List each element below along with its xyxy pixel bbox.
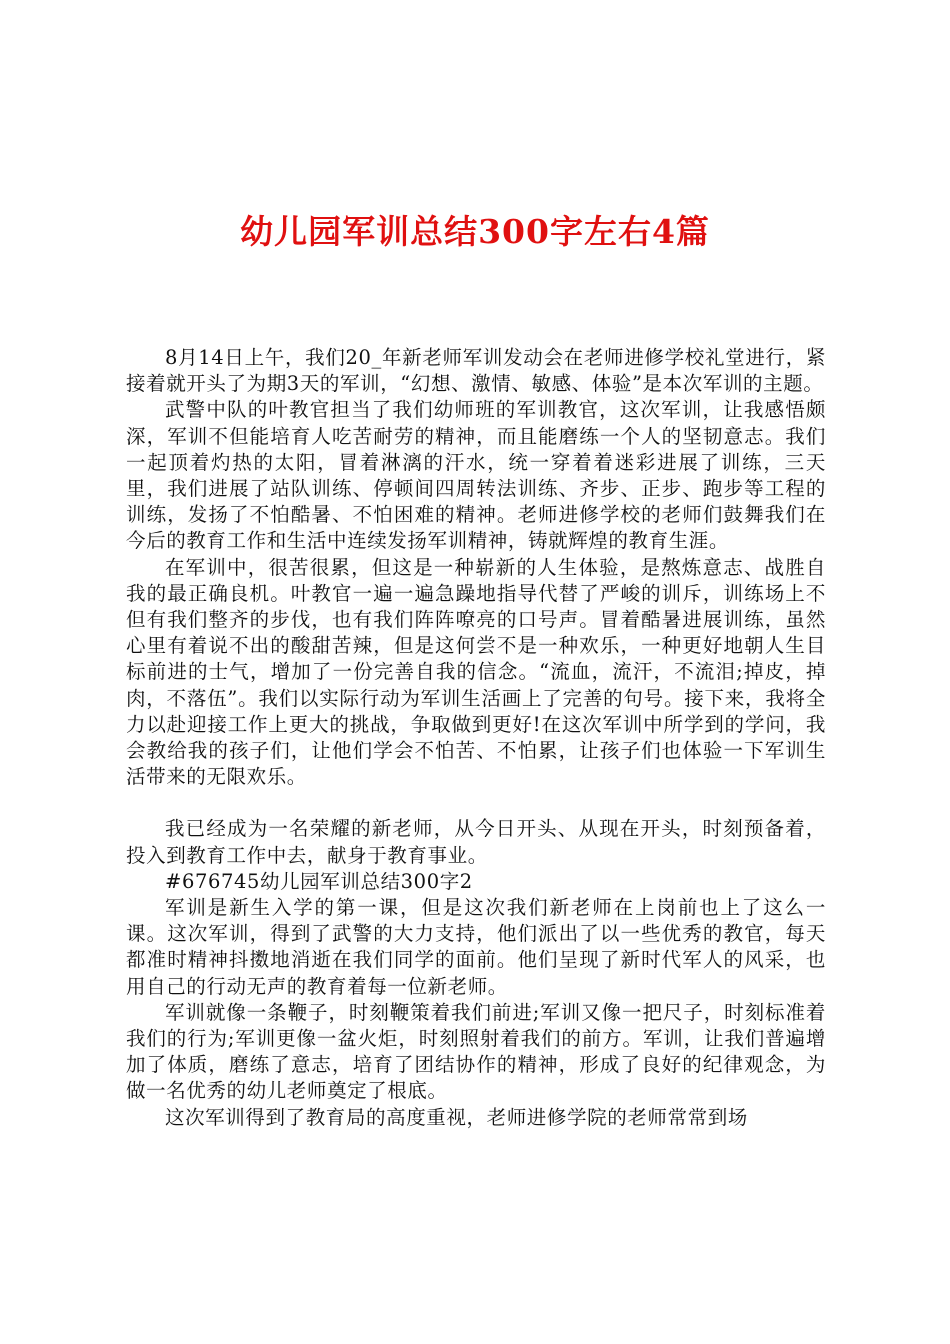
paragraph: 军训是新生入学的第一课，但是这次我们新老师在上岗前也上了这么一课。这次军训，得到了武警的大力支持，他们派出了以一些优秀的教官，每天都准时精神抖擞地消逝在我们同学的面前。他们呈现了新时代军人的风采，也用自己的行动无声的教育着每一位新老师。	[126, 896, 826, 998]
paragraph: 军训就像一条鞭子，时刻鞭策着我们前进;军训又像一把尺子，时刻标准着我们的行为;军训更像一盆火炬，时刻照射着我们的前方。军训，让我们普遍增加了体质，磨练了意志，培育了团结协作的精神，形成了良好的纪律观念，为做一名优秀的幼儿老师奠定了根底。	[126, 1000, 826, 1103]
paragraph: 我已经成为一名荣耀的新老师，从今日开头、从现在开头，时刻预备着，投入到教育工作中去，献身于教育事业。	[126, 817, 826, 867]
paragraph: 这次军训得到了教育局的高度重视，老师进修学院的老师常常到场	[165, 1105, 748, 1129]
paragraph: 武警中队的叶教官担当了我们幼师班的军训教官，这次军训，让我感悟颇深，军训不但能培育人吃苦耐劳的精神，而且能磨练一个人的坚韧意志。我们一起顶着灼热的太阳，冒着淋漓的汗水，统一穿着着迷彩进展了训练，三天里，我们进展了站队训练、停顿间四周转法训练、齐步、正步、跑步等工程的训练，发扬了不怕酷暑、不怕困难的精神。老师进修学校的老师们鼓舞我们在今后的教育工作和生活中连续发扬军训精神，铸就辉煌的教育生涯。	[126, 398, 826, 553]
paragraph: 在军训中，很苦很累，但这是一种崭新的人生体验，是熬炼意志、战胜自我的最正确良机。叶教官一遍一遍急躁地指导代替了严峻的训斥，训练场上不但有我们整齐的步伐，也有我们阵阵嘹亮的口号声。冒着酷暑进展训练，虽然心里有着说不出的酸甜苦辣，但是这何尝不是一种欢乐，一种更好地朝人生目标前进的士气，增加了一份完善自我的信念。“流血，流汗，不流泪;掉皮，掉肉，不落伍”。我们以实际行动为军训生活画上了完善的句号。接下来，我将全力以赴迎接工作上更大的挑战，争取做到更好!在这次军训中所学到的学问，我会教给我的孩子们，让他们学会不怕苦、不怕累，让孩子们也体验一下军训生活带来的无限欢乐。	[126, 555, 826, 789]
document-body	[126, 345, 826, 1131]
document-title: 幼儿园军训总结300字左右4篇	[240, 212, 710, 251]
paragraph: 8月14日上午，我们20_年新老师军训发动会在老师进修学校礼堂进行，紧接着就开头了为期3天的军训，“幻想、激情、敏感、体验”是本次军训的主题。	[126, 346, 826, 396]
section-heading: #676745幼儿园军训总结300字2	[165, 869, 473, 893]
